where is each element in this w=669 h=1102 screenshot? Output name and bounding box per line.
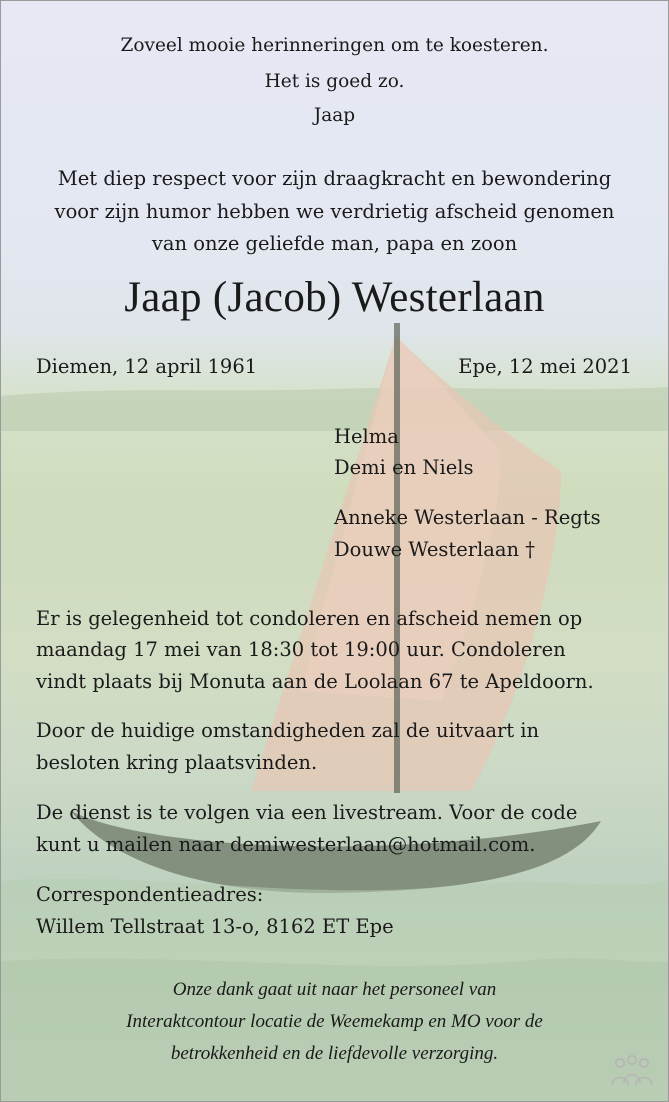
death-info: Epe, 12 mei 2021 bbox=[458, 355, 632, 378]
intro-line-2: Het is goed zo. bbox=[264, 71, 405, 92]
deceased-name: Jaap (Jacob) Westerlaan bbox=[124, 274, 545, 321]
correspondence-address: Willem Tellstraat 13-o, 8162 ET Epe bbox=[36, 915, 394, 938]
intro-line-1: Zoveel mooie herinneringen om te koesteren. bbox=[120, 35, 549, 56]
family-line-2: Demi en Niels bbox=[334, 456, 474, 479]
tribute-line-2: voor zijn humor hebben we verdrietig afscheid genomen bbox=[54, 200, 615, 223]
livestream-line-2: kunt u mailen naar demiwesterlaan@hotmail.com. bbox=[36, 833, 536, 856]
condolence-line-2: maandag 17 mei van 18:30 tot 19:00 uur. Condoleren bbox=[36, 638, 566, 661]
family-line-1: Helma bbox=[334, 425, 399, 448]
tribute-line-1: Met diep respect voor zijn draagkracht en bewondering bbox=[57, 167, 612, 190]
thanks-line-1: Onze dank gaat uit naar het personeel van bbox=[172, 979, 497, 1000]
livestream-line-1: De dienst is te volgen via een livestream. Voor de code bbox=[36, 801, 578, 824]
family-line-3: Anneke Westerlaan - Regts bbox=[334, 506, 601, 529]
ceremony-line-1: Door de huidige omstandigheden zal de uitvaart in bbox=[36, 719, 540, 742]
condolence-line-3: vindt plaats bij Monuta aan de Loolaan 67 te Apeldoorn. bbox=[36, 670, 594, 693]
birth-info: Diemen, 12 april 1961 bbox=[36, 355, 258, 378]
correspondence-label: Correspondentieadres: bbox=[36, 883, 264, 906]
ceremony-line-2: besloten kring plaatsvinden. bbox=[36, 751, 318, 774]
tribute-line-3: van onze geliefde man, papa en zoon bbox=[151, 232, 518, 255]
thanks-line-3: betrokkenheid en de liefdevolle verzorging. bbox=[170, 1043, 499, 1064]
family-line-4: Douwe Westerlaan † bbox=[334, 538, 536, 561]
condolence-line-1: Er is gelegenheid tot condoleren en afscheid nemen op bbox=[36, 607, 583, 630]
intro-signature: Jaap bbox=[313, 105, 356, 126]
people-group-icon bbox=[608, 1053, 656, 1089]
thanks-line-2: Interaktcontour locatie de Weemekamp en MO voor de bbox=[126, 1011, 543, 1032]
